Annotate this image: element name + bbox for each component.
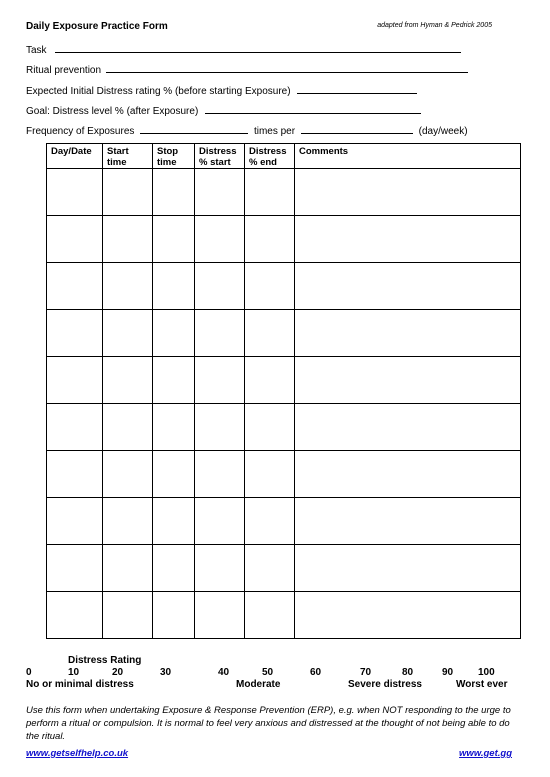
- table-cell[interactable]: [245, 545, 295, 592]
- scale-number: 50: [262, 667, 274, 678]
- table-cell[interactable]: [153, 216, 195, 263]
- table-cell[interactable]: [245, 404, 295, 451]
- header-stop-time: Stop time: [153, 144, 195, 169]
- table-cell[interactable]: [245, 451, 295, 498]
- scale-number: 90: [442, 667, 454, 678]
- scale-number: 80: [402, 667, 414, 678]
- table-cell[interactable]: [295, 451, 521, 498]
- table-cell[interactable]: [153, 169, 195, 216]
- table-row: [47, 592, 521, 639]
- table-cell[interactable]: [245, 310, 295, 357]
- scale-number: 70: [360, 667, 372, 678]
- table-cell[interactable]: [103, 263, 153, 310]
- header-distress-start: Distress % start: [195, 144, 245, 169]
- frequency-field: [26, 124, 468, 137]
- table-cell[interactable]: [103, 169, 153, 216]
- usage-note: Use this form when undertaking Exposure & Response Prevention (ERP), e.g. when NOT responding to the urge to perform a ritual or compulsion. It is normal to feel very anxious and distressed at the thought of not being able to do the ritual.: [26, 705, 511, 742]
- header-start-time: Start time: [103, 144, 153, 169]
- table-body: [47, 169, 521, 639]
- table-cell[interactable]: [47, 451, 103, 498]
- table-cell[interactable]: [103, 310, 153, 357]
- table-cell[interactable]: [295, 216, 521, 263]
- table-cell[interactable]: [47, 263, 103, 310]
- table-cell[interactable]: [245, 263, 295, 310]
- scale-number: 20: [112, 667, 124, 678]
- table-cell[interactable]: [245, 169, 295, 216]
- table-cell[interactable]: [153, 592, 195, 639]
- distress-rating-title: Distress Rating: [68, 655, 142, 666]
- table-cell[interactable]: [295, 545, 521, 592]
- exposure-log-table: [46, 143, 521, 639]
- table-cell[interactable]: [153, 498, 195, 545]
- goal-blank[interactable]: [205, 104, 421, 114]
- table-cell[interactable]: [195, 498, 245, 545]
- table-cell[interactable]: [103, 357, 153, 404]
- frequency-count-blank[interactable]: [140, 124, 248, 134]
- table-row: [47, 545, 521, 592]
- table-cell[interactable]: [153, 404, 195, 451]
- table-cell[interactable]: [195, 263, 245, 310]
- expected-field: [26, 84, 417, 97]
- table-cell[interactable]: [295, 404, 521, 451]
- ritual-label: Ritual prevention: [26, 65, 102, 76]
- table-row: [47, 404, 521, 451]
- table-cell[interactable]: [295, 498, 521, 545]
- ritual-blank[interactable]: [106, 63, 468, 73]
- table-cell[interactable]: [153, 545, 195, 592]
- task-blank[interactable]: [55, 43, 461, 53]
- source-credit: adapted from Hyman & Pedrick 2005: [377, 22, 492, 29]
- table-cell[interactable]: [195, 451, 245, 498]
- table-cell[interactable]: [195, 216, 245, 263]
- ritual-field: [26, 63, 468, 76]
- table-cell[interactable]: [103, 498, 153, 545]
- table-cell[interactable]: [47, 357, 103, 404]
- table-cell[interactable]: [153, 357, 195, 404]
- website-link-right[interactable]: www.get.gg: [459, 748, 512, 759]
- header-distress-end: Distress % end: [245, 144, 295, 169]
- table-cell[interactable]: [295, 310, 521, 357]
- expected-label: Expected Initial Distress rating % (before starting Exposure): [26, 86, 291, 97]
- header-comments: Comments: [295, 144, 521, 169]
- table-cell[interactable]: [103, 592, 153, 639]
- table-cell[interactable]: [195, 404, 245, 451]
- frequency-unit: (day/week): [418, 126, 468, 137]
- table-cell[interactable]: [103, 451, 153, 498]
- expected-blank[interactable]: [297, 84, 417, 94]
- table-cell[interactable]: [295, 169, 521, 216]
- table-cell[interactable]: [47, 310, 103, 357]
- table-cell[interactable]: [153, 310, 195, 357]
- table-cell[interactable]: [153, 263, 195, 310]
- table-row: [47, 310, 521, 357]
- goal-field: [26, 104, 421, 117]
- table-cell[interactable]: [103, 216, 153, 263]
- anchor-minimal: No or minimal distress: [26, 679, 134, 690]
- table-cell[interactable]: [47, 592, 103, 639]
- table-cell[interactable]: [195, 545, 245, 592]
- table-row: [47, 216, 521, 263]
- table-cell[interactable]: [103, 545, 153, 592]
- table-cell[interactable]: [47, 169, 103, 216]
- anchor-moderate: Moderate: [236, 679, 281, 690]
- table-cell[interactable]: [195, 592, 245, 639]
- anchor-worst: Worst ever: [456, 679, 508, 690]
- scale-number: 100: [478, 667, 495, 678]
- table-header-row: [47, 144, 521, 169]
- table-cell[interactable]: [245, 357, 295, 404]
- table-row: [47, 498, 521, 545]
- table-row: [47, 451, 521, 498]
- scale-number: 0: [26, 667, 32, 678]
- scale-number: 60: [310, 667, 322, 678]
- table-cell[interactable]: [103, 404, 153, 451]
- table-cell[interactable]: [153, 451, 195, 498]
- frequency-times-per: times per: [253, 126, 296, 137]
- task-label: Task: [26, 45, 47, 56]
- scale-number: 30: [160, 667, 172, 678]
- table-row: [47, 263, 521, 310]
- table-row: [47, 169, 521, 216]
- table-cell[interactable]: [47, 545, 103, 592]
- scale-number: 40: [218, 667, 230, 678]
- table-cell[interactable]: [195, 169, 245, 216]
- table-cell[interactable]: [245, 498, 295, 545]
- table-cell[interactable]: [295, 357, 521, 404]
- table-cell[interactable]: [295, 592, 521, 639]
- frequency-period-blank[interactable]: [301, 124, 413, 134]
- table-cell[interactable]: [245, 216, 295, 263]
- task-field: [26, 43, 461, 56]
- table-cell[interactable]: [245, 592, 295, 639]
- table-cell[interactable]: [295, 263, 521, 310]
- form-title: Daily Exposure Practice Form: [26, 21, 168, 32]
- header-day-date: Day/Date: [47, 144, 103, 169]
- frequency-label: Frequency of Exposures: [26, 126, 135, 137]
- table-cell[interactable]: [47, 404, 103, 451]
- table-cell[interactable]: [47, 498, 103, 545]
- website-link-left[interactable]: www.getselfhelp.co.uk: [26, 748, 129, 759]
- table-row: [47, 357, 521, 404]
- scale-number: 10: [68, 667, 80, 678]
- table-cell[interactable]: [195, 357, 245, 404]
- table-cell[interactable]: [47, 216, 103, 263]
- anchor-severe: Severe distress: [348, 679, 422, 690]
- table-cell[interactable]: [195, 310, 245, 357]
- goal-label: Goal: Distress level % (after Exposure): [26, 106, 199, 117]
